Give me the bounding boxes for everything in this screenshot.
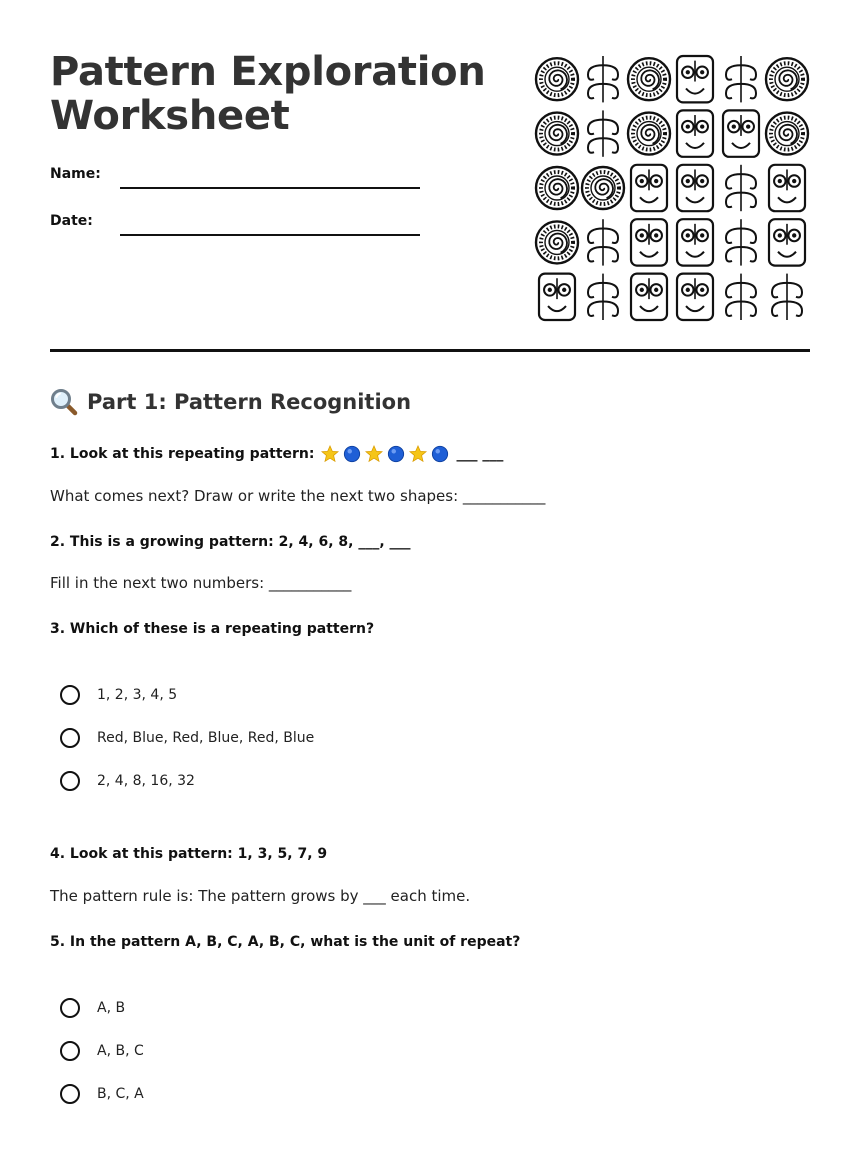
question-4-prompt: 4. Look at this pattern: 1, 3, 5, 7, 9 xyxy=(50,846,328,862)
motif-tile xyxy=(726,165,756,211)
motif-tile xyxy=(628,113,670,155)
motif-tile xyxy=(588,219,618,265)
motif-tile xyxy=(628,58,670,100)
motif-tile xyxy=(769,219,805,265)
question-5-option[interactable] xyxy=(60,998,125,1018)
question-1 xyxy=(50,445,503,463)
question-2-prompt: 2. This is a growing pattern: 2, 4, 6, 8, ___, ___ xyxy=(50,534,411,550)
option-label: A, B, C xyxy=(97,1043,144,1059)
date-label: Date: xyxy=(50,213,93,229)
radio-button[interactable] xyxy=(60,998,80,1018)
question-3-option[interactable] xyxy=(60,728,314,748)
radio-button[interactable] xyxy=(60,728,80,748)
name-field[interactable] xyxy=(120,187,420,189)
motif-tile xyxy=(677,56,713,102)
star-icon xyxy=(321,445,339,463)
radio-button[interactable] xyxy=(60,1041,80,1061)
motif-tile xyxy=(631,219,667,265)
motif-tile xyxy=(677,219,713,265)
motif-tile xyxy=(772,274,802,320)
motif-tile xyxy=(588,56,618,102)
radio-button[interactable] xyxy=(60,1084,80,1104)
motif-tile xyxy=(536,58,578,100)
question-2-instruction: Fill in the next two numbers: ___________ xyxy=(50,574,352,592)
motif-tile xyxy=(766,113,808,155)
motif-tile xyxy=(677,274,713,320)
blue-circle-icon xyxy=(431,445,449,463)
question-1-instruction: What comes next? Draw or write the next two shapes: ___________ xyxy=(50,487,546,505)
section-title-text: Part 1: Pattern Recognition xyxy=(87,390,412,414)
motif-tile xyxy=(631,165,667,211)
maori-motif-illustration xyxy=(534,52,810,324)
section-divider xyxy=(50,349,810,352)
motif-tile xyxy=(726,219,756,265)
motif-tile xyxy=(723,110,759,156)
date-field[interactable] xyxy=(120,234,420,236)
motif-tile xyxy=(582,167,624,209)
option-label: 2, 4, 8, 16, 32 xyxy=(97,773,195,789)
motif-tile xyxy=(677,165,713,211)
name-label: Name: xyxy=(50,166,101,182)
motif-tile xyxy=(726,56,756,102)
motif-tile xyxy=(536,167,578,209)
title-line-1: Pattern Exploration xyxy=(50,49,486,95)
motif-tile xyxy=(588,110,618,156)
question-3-option[interactable] xyxy=(60,771,195,791)
motif-tile xyxy=(536,113,578,155)
pattern-blanks: ___ ___ xyxy=(456,446,504,462)
motif-tile xyxy=(677,110,713,156)
blue-circle-icon xyxy=(343,445,361,463)
star-icon xyxy=(409,445,427,463)
question-3-prompt: 3. Which of these is a repeating pattern? xyxy=(50,621,375,637)
option-label: B, C, A xyxy=(97,1086,144,1102)
question-5-option[interactable] xyxy=(60,1041,144,1061)
option-label: Red, Blue, Red, Blue, Red, Blue xyxy=(97,730,315,746)
motif-tile xyxy=(588,274,618,320)
question-3-option[interactable] xyxy=(60,685,177,705)
motif-tile xyxy=(539,274,575,320)
magnifying-glass-icon xyxy=(50,388,78,416)
radio-button[interactable] xyxy=(60,771,80,791)
motif-tile xyxy=(536,221,578,263)
title-line-2: Worksheet xyxy=(50,93,290,139)
blue-circle-icon xyxy=(387,445,405,463)
option-label: A, B xyxy=(97,1000,126,1016)
section-title-part-1 xyxy=(50,388,411,416)
radio-button[interactable] xyxy=(60,685,80,705)
motif-tile xyxy=(726,274,756,320)
motif-tile xyxy=(631,274,667,320)
question-4-instruction: The pattern rule is: The pattern grows by ___ each time. xyxy=(50,887,471,905)
question-1-prompt: 1. Look at this repeating pattern: xyxy=(50,446,315,462)
pattern-sequence xyxy=(317,445,449,463)
worksheet-title xyxy=(50,50,486,138)
star-icon xyxy=(365,445,383,463)
option-label: 1, 2, 3, 4, 5 xyxy=(97,687,178,703)
motif-tile xyxy=(769,165,805,211)
question-5-prompt: 5. In the pattern A, B, C, A, B, C, what is the unit of repeat? xyxy=(50,934,521,950)
question-5-option[interactable] xyxy=(60,1084,144,1104)
motif-tile xyxy=(766,58,808,100)
